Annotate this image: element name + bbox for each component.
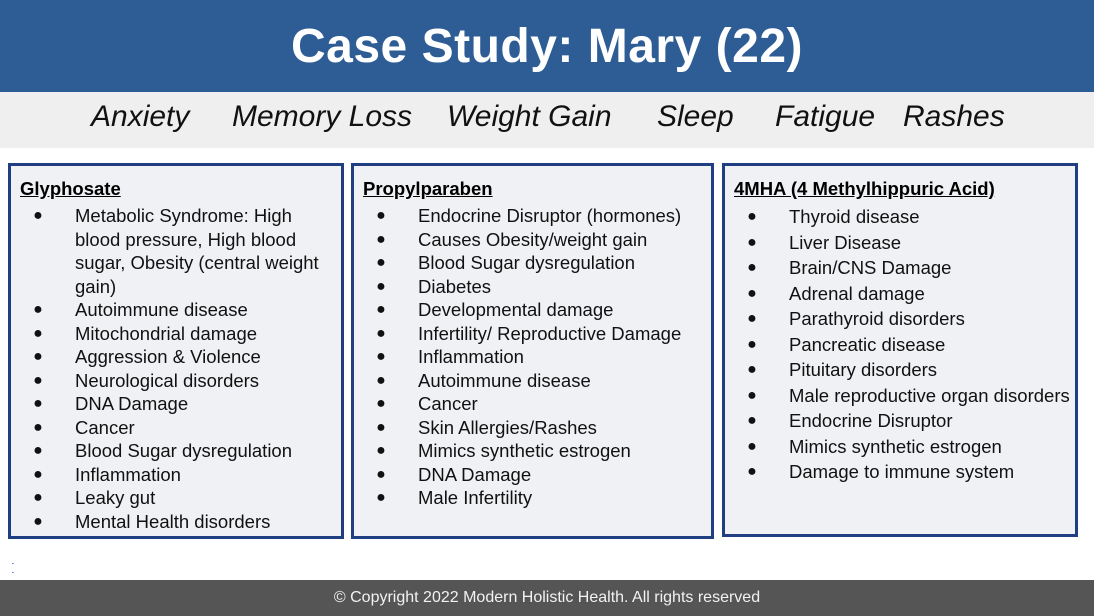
list-item	[372, 298, 707, 322]
reference-link[interactable]	[12, 557, 14, 566]
panel-4mha	[722, 163, 1078, 537]
list-item	[372, 322, 707, 346]
copyright-text: © Copyright 2022 Modern Holistic Health. All rights reserved	[333, 589, 761, 606]
list-item-text: Developmental damage	[418, 299, 614, 320]
bullet-icon: ●	[33, 348, 43, 365]
bullet-icon: ●	[747, 412, 757, 429]
list-item-text: DNA Damage	[75, 393, 189, 414]
list-item-text: Mimics synthetic estrogen	[789, 435, 1002, 457]
bullet-icon: ●	[33, 324, 43, 342]
list-item	[29, 204, 337, 298]
bullet-icon: ●	[376, 371, 386, 389]
list-item-text: Skin Allergies/Rashes	[418, 416, 597, 438]
bullet-icon: ●	[33, 418, 43, 436]
list-item-text: Inflammation	[418, 346, 524, 367]
list-item-text: Autoimmune disease	[75, 299, 248, 320]
list-item-text: Mental Health disorders	[75, 510, 271, 532]
bullet-icon: ●	[376, 442, 386, 459]
list-item	[29, 322, 337, 346]
list-item-text: Mimics synthetic estrogen	[418, 440, 631, 461]
slide-title: Case Study: Mary (22)	[291, 19, 803, 73]
list-item-text: Causes Obesity/weight gain	[418, 228, 648, 250]
bullet-icon: ●	[747, 284, 757, 302]
bullet-icon: ●	[376, 230, 386, 248]
symptom-list	[29, 204, 337, 533]
footer-bar	[0, 580, 1094, 616]
bullet-icon: ●	[376, 207, 386, 224]
bullet-icon: ●	[376, 254, 386, 271]
panel-propylparaben	[351, 163, 714, 539]
list-item	[743, 459, 1071, 485]
list-item	[29, 439, 337, 463]
symptom-rashes: Rashes	[903, 100, 1005, 133]
bullet-icon: ●	[747, 463, 757, 480]
symptom-list	[743, 204, 1071, 485]
list-item-text: Inflammation	[75, 463, 181, 485]
list-item-text: Blood Sugar dysregulation	[75, 440, 293, 461]
list-item-text: Cancer	[418, 393, 478, 414]
panel-header: 4MHA (4 Methylhippuric Acid)	[734, 178, 995, 199]
list-item	[29, 298, 337, 322]
bullet-icon: ●	[376, 277, 386, 295]
list-item	[372, 345, 707, 369]
list-item	[29, 345, 337, 369]
symptom-weight-gain: Weight Gain	[447, 100, 612, 133]
list-item-text: Brain/CNS Damage	[789, 257, 952, 278]
list-item	[372, 392, 707, 416]
bullet-icon: ●	[376, 489, 386, 506]
bullet-icon: ●	[747, 259, 757, 276]
bullet-icon: ●	[376, 348, 386, 365]
list-item-text: Endocrine Disruptor	[789, 410, 953, 431]
bullet-icon: ●	[376, 418, 386, 436]
list-item	[372, 275, 707, 299]
bullet-icon: ●	[33, 442, 43, 459]
list-item-text: Thyroid disease	[789, 206, 920, 227]
list-item	[372, 486, 707, 510]
bullet-icon: ●	[376, 465, 386, 483]
panel-glyphosate	[8, 163, 344, 539]
list-item	[743, 230, 1071, 256]
bullet-icon: ●	[33, 512, 43, 530]
reference-link[interactable]	[12, 566, 14, 575]
list-item-text: Endocrine Disruptor (hormones)	[418, 205, 682, 226]
list-item	[743, 281, 1071, 307]
bullet-icon: ●	[747, 233, 757, 251]
list-item-text: Adrenal damage	[789, 282, 925, 304]
list-item	[743, 383, 1071, 409]
list-item-text: Neurological disorders	[75, 369, 260, 391]
list-item	[743, 255, 1071, 281]
symptom-band	[0, 92, 1094, 148]
list-item	[743, 204, 1071, 230]
list-item	[743, 357, 1071, 383]
bullet-icon: ●	[747, 386, 757, 404]
list-item	[372, 204, 707, 228]
bullet-icon: ●	[747, 310, 757, 327]
list-item-text: Blood Sugar dysregulation	[418, 252, 636, 273]
list-item	[372, 251, 707, 275]
list-item-text: Pancreatic disease	[789, 333, 946, 355]
symptom-list	[372, 204, 707, 510]
list-item-text: Autoimmune disease	[418, 369, 591, 391]
bullet-icon: ●	[376, 324, 386, 342]
list-item	[29, 510, 337, 534]
list-item-text: Aggression & Violence	[75, 346, 261, 367]
list-item-text: Diabetes	[418, 275, 492, 297]
list-item-text: Leaky gut	[75, 487, 156, 508]
list-item-text: Mitochondrial damage	[75, 322, 258, 344]
bullet-icon: ●	[747, 361, 757, 378]
list-item	[743, 306, 1071, 332]
bullet-icon: ●	[747, 335, 757, 353]
list-item	[372, 439, 707, 463]
list-item	[29, 416, 337, 440]
symptom-fatigue: Fatigue	[775, 100, 876, 133]
title-bar	[0, 0, 1094, 92]
list-item	[29, 369, 337, 393]
list-item-text: Male Infertility	[418, 487, 533, 508]
bullet-icon: ●	[33, 301, 43, 318]
list-item	[29, 392, 337, 416]
list-item	[29, 486, 337, 510]
list-item-text: DNA Damage	[418, 463, 532, 485]
list-item	[29, 463, 337, 487]
list-item-text: Damage to immune system	[789, 461, 1015, 482]
list-item-text: Liver Disease	[789, 231, 902, 253]
bullet-icon: ●	[747, 208, 757, 225]
reference-links[interactable]	[12, 557, 14, 575]
list-item	[372, 463, 707, 487]
list-item-text: Male reproductive organ disorders	[789, 384, 1070, 406]
list-item-text: Infertility/ Reproductive Damage	[418, 322, 682, 344]
bullet-icon: ●	[33, 207, 43, 224]
bullet-icon: ●	[376, 301, 386, 318]
list-item	[743, 332, 1071, 358]
list-item-text: Pituitary disorders	[789, 359, 938, 380]
symptom-memory-loss: Memory Loss	[232, 100, 413, 133]
list-item-text: Metabolic Syndrome: High blood pressure, High blood sugar, Obesity (central weight gain)	[75, 205, 319, 297]
bullet-icon: ●	[747, 437, 757, 455]
symptom-anxiety: Anxiety	[91, 100, 190, 133]
list-item	[372, 369, 707, 393]
bullet-icon: ●	[33, 465, 43, 483]
symptom-sleep: Sleep	[657, 100, 734, 133]
bullet-icon: ●	[376, 395, 386, 412]
panel-header: Propylparaben	[363, 178, 493, 199]
list-item	[372, 416, 707, 440]
bullet-icon: ●	[33, 395, 43, 412]
list-item	[372, 228, 707, 252]
list-item	[743, 434, 1071, 460]
bullet-icon: ●	[33, 371, 43, 389]
bullet-icon: ●	[33, 489, 43, 506]
list-item	[743, 408, 1071, 434]
list-item-text: Cancer	[75, 416, 135, 438]
list-item-text: Parathyroid disorders	[789, 308, 965, 329]
panel-header: Glyphosate	[20, 178, 121, 199]
